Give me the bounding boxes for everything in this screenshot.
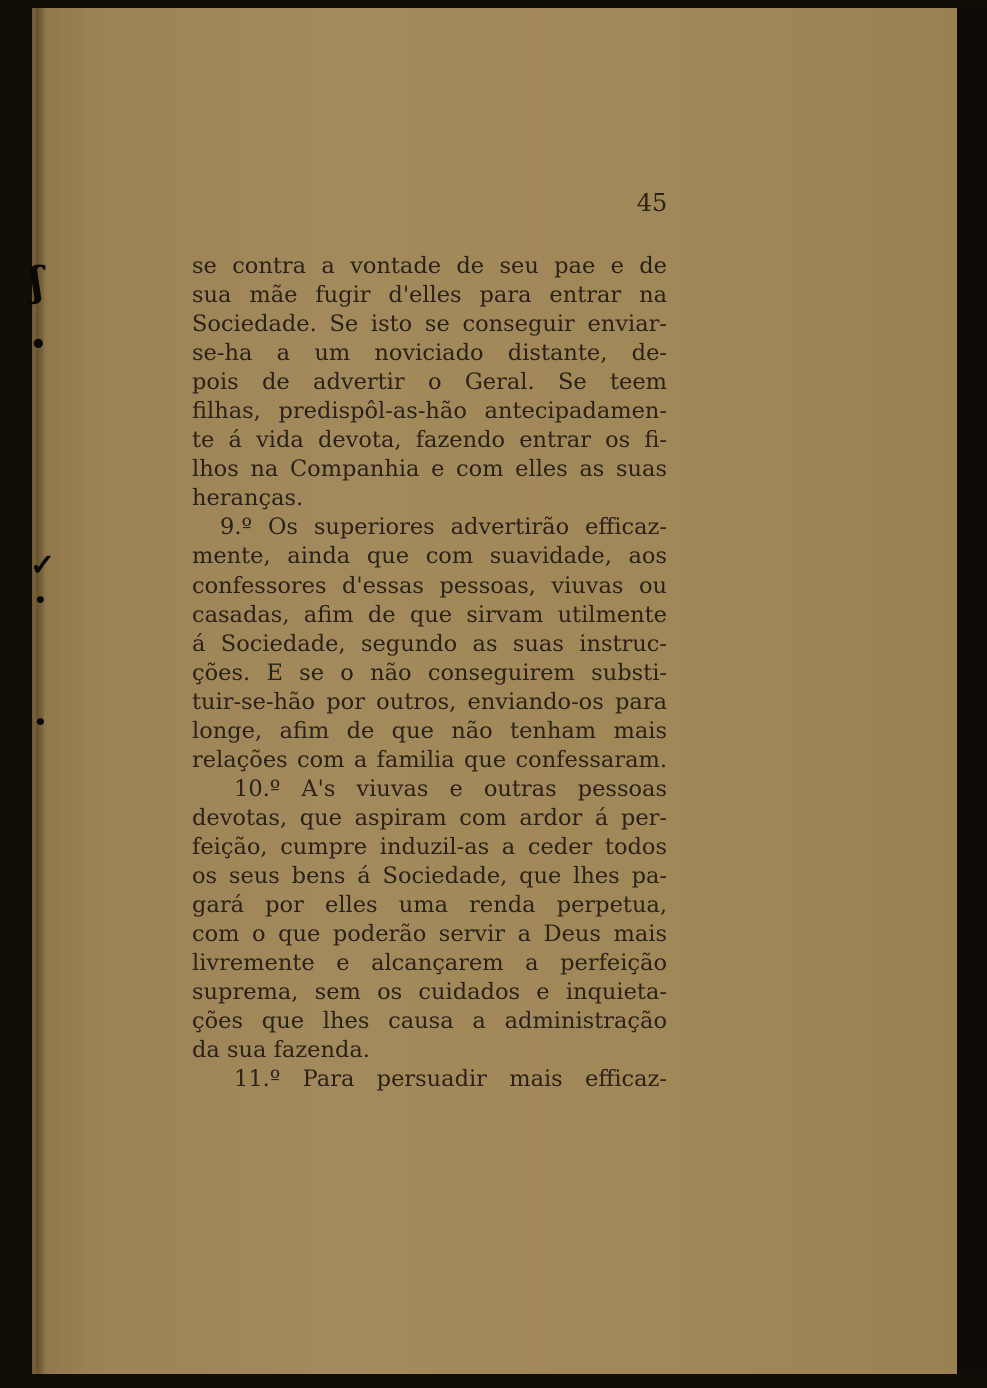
text-line: Sociedade. Se isto se conseguir enviar- [192,311,667,338]
text-line: os seus bens á Sociedade, que lhes pa- [192,862,667,889]
text-line: lhos na Companhia e com elles as suas [192,456,667,483]
text-line: casadas, afim de que sirvam utilmente [192,601,667,628]
text-line: relações com a familia que confessaram. [192,746,667,773]
margin-mark: • [34,588,47,612]
text-line: te á vida devota, fazendo entrar os fi- [192,427,667,454]
page-number: 45 [636,189,668,217]
text-line: pois de advertir o Geral. Se teem [192,369,667,396]
margin-mark: ✓ [30,548,56,583]
text-line: ções. E se o não conseguirem substi- [192,659,667,686]
text-line: feição, cumpre induzil-as a ceder todos [192,833,667,860]
scan-border-left [0,0,32,1388]
text-line: mente, ainda que com suavidade, aos [192,543,667,570]
text-line: 11.º Para persuadir mais efficaz- [234,1066,667,1093]
margin-mark: • [30,330,47,360]
text-line: da sua fazenda. [192,1037,370,1064]
text-line: se contra a vontade de seu pae e de [192,253,667,279]
text-line: se-ha a um noviciado distante, de- [192,340,667,367]
scan-border-right [957,0,987,1388]
scan-border-top [0,0,987,8]
text-line: devotas, que aspiram com ardor á per- [192,804,667,831]
text-line: livremente e alcançarem a perfeição [192,950,667,977]
scan-border-bottom [0,1374,987,1388]
text-line: 10.º A's viuvas e outras pessoas [234,775,667,802]
text-line: heranças. [192,485,304,512]
text-line: á Sociedade, segundo as suas instruc- [192,630,667,657]
text-line: tuir-se-hão por outros, enviando-os para [192,688,667,715]
text-line: suprema, sem os cuidados e inquieta- [192,979,667,1006]
text-line: longe, afim de que não tenham mais [192,717,667,744]
text-line: sua mãe fugir d'elles para entrar na [192,282,667,309]
text-line: 9.º Os superiores advertirão efficaz- [220,514,667,541]
margin-mark: ʃ [30,258,44,305]
margin-mark: • [34,710,47,734]
page-text [192,252,667,1094]
text-line: com o que poderão servir a Deus mais [192,921,667,948]
text-line: filhas, predispôl-as-hão antecipadamen- [192,398,667,425]
text-line: gará por elles uma renda perpetua, [192,892,667,919]
text-line: ções que lhes causa a administração [192,1008,667,1035]
text-line: confessores d'essas pessoas, viuvas ou [192,572,667,599]
page-fold-shadow [36,8,44,1374]
